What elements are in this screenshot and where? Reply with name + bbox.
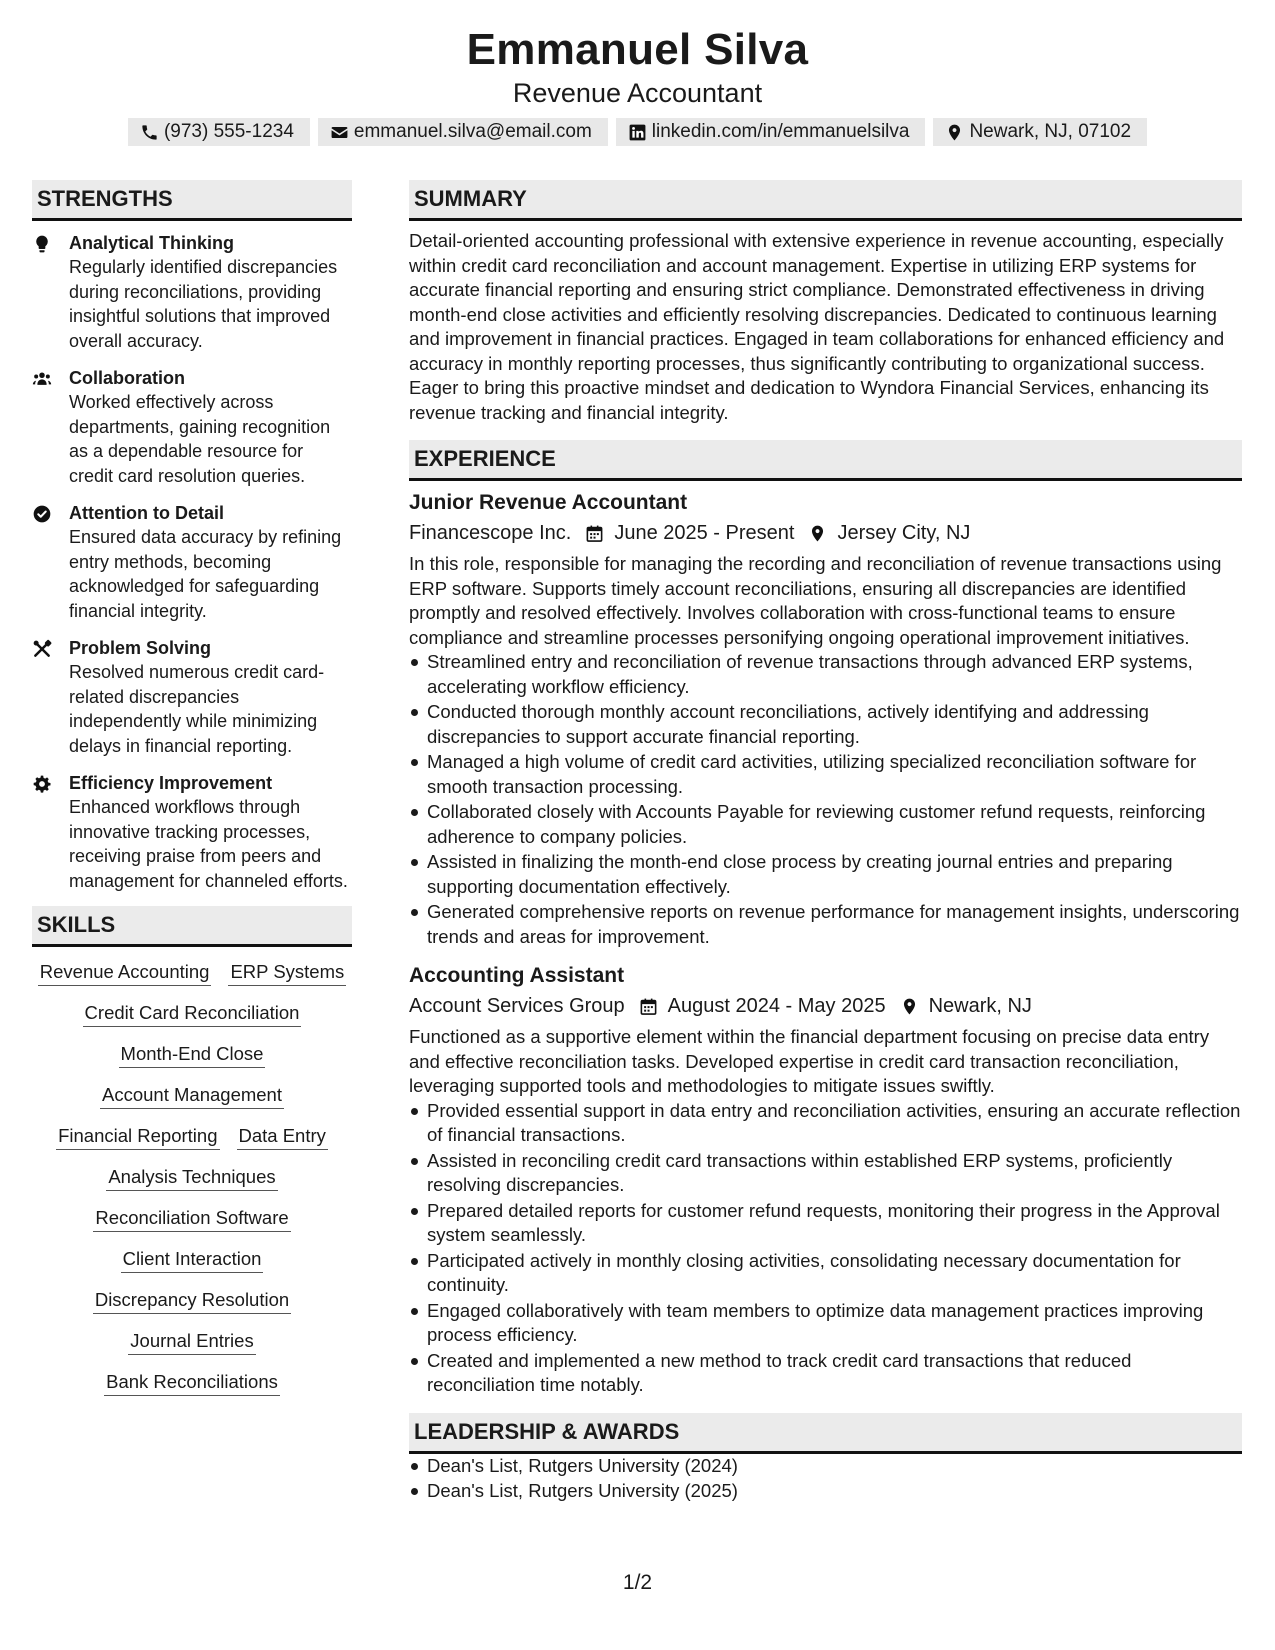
list-item: Provided essential support in data entry and reconciliation activities, ensuring an accurate reflection of financial transactions. <box>409 1099 1242 1148</box>
skill-tag: Bank Reconciliations <box>104 1369 280 1396</box>
left-column <box>32 180 352 1396</box>
skill-row <box>38 959 347 986</box>
list-item: Engaged collaboratively with team members to optimize data management practices improving process efficiency. <box>409 1299 1242 1348</box>
skill-tag: Revenue Accounting <box>38 959 212 986</box>
calendar-icon <box>639 997 658 1016</box>
summary-text: Detail-oriented accounting professional with extensive experience in revenue accounting, especially within credit card reconciliation and account management. Expertise in utilizing ERP systems for accurate financial reporting and ensuring strict compliance. Demonstrated effectiveness in driving month-end close activities and efficiently resolving discrepancies. Dedicated to continuous learning and improvement in financial practices. Engaged in team collaborations for enhanced efficiency and accuracy in monthly reporting processes, thus significantly contributing to organizational success. Eager to bring this proactive mindset and dedication to Wyndora Financial Services, enhancing its revenue tracking and financial integrity. <box>409 230 1225 423</box>
list-item: Assisted in reconciling credit card transactions within established ERP systems, proficiently resolving discrepancies. <box>409 1149 1242 1198</box>
job-company: Account Services Group <box>409 995 625 1017</box>
contact-bar <box>0 118 1275 146</box>
job-description: In this role, responsible for managing the recording and reconciliation of revenue transactions using ERP software. Supports timely account reconciliations, ensuring all discrepancies are identified promptly and resolved effectively. Involves collaboration with cross-functional teams to ensure compliance and streamline processes personifying ongoing operational improvement initiatives. <box>409 553 1222 648</box>
strength-item <box>32 636 352 758</box>
job-title: Revenue Accountant <box>512 78 763 108</box>
map-pin-icon <box>808 524 827 543</box>
strengths-list <box>32 231 352 893</box>
strength-title: Collaboration <box>69 368 185 388</box>
skill-tag: Client Interaction <box>121 1246 264 1273</box>
skill-tag: Credit Card Reconciliation <box>83 1000 302 1027</box>
map-pin-icon <box>900 997 919 1016</box>
skill-row <box>93 1205 290 1232</box>
job-location: Newark, NJ <box>928 995 1032 1017</box>
job-position: Accounting Assistant <box>409 964 625 987</box>
experience-heading: EXPERIENCE <box>409 440 1242 481</box>
skill-tag: Financial Reporting <box>56 1123 219 1150</box>
job-location: Jersey City, NJ <box>837 522 971 544</box>
users-icon <box>32 366 69 488</box>
list-item: Prepared detailed reports for customer refund requests, monitoring their progress in the Approval system seamlessly. <box>409 1199 1242 1248</box>
skill-row <box>56 1123 328 1150</box>
strength-title: Problem Solving <box>69 638 212 658</box>
skill-row <box>83 1000 302 1027</box>
job-dates: August 2024 - May 2025 <box>667 995 886 1017</box>
job-dates: June 2025 - Present <box>614 522 795 544</box>
resume-header <box>0 0 1275 146</box>
list-item: Assisted in finalizing the month-end close process by creating journal entries and preparing supporting documentation effectively. <box>409 850 1242 899</box>
skill-row <box>93 1287 291 1314</box>
list-item: Conducted thorough monthly account reconciliations, actively identifying and addressing discrepancies to support accurate financial reporting. <box>409 700 1242 749</box>
skill-row <box>104 1369 280 1396</box>
skill-row <box>128 1328 255 1355</box>
list-item: Managed a high volume of credit card activities, utilizing specialized reconciliation software for smooth transaction processing. <box>409 750 1242 799</box>
job-meta <box>409 991 1242 1021</box>
strength-description: Worked effectively across departments, gaining recognition as a dependable resource for credit card resolution queries. <box>69 392 331 486</box>
contact-phone[interactable] <box>128 118 310 146</box>
skill-row <box>121 1246 264 1273</box>
skill-tag: Account Management <box>100 1082 284 1109</box>
phone-icon <box>140 123 159 142</box>
list-item: Collaborated closely with Accounts Payable for reviewing customer refund requests, reinforcing adherence to company policies. <box>409 800 1242 849</box>
page-number: 1/2 <box>622 1571 653 1594</box>
skill-row <box>100 1082 284 1109</box>
summary-heading: SUMMARY <box>409 180 1242 221</box>
contact-phone-text: (973) 555-1234 <box>163 121 294 142</box>
skill-tag: ERP Systems <box>228 959 346 986</box>
calendar-icon <box>585 524 604 543</box>
job-description: Functioned as a supportive element within the financial department focusing on precise data entry and effective reconciliation tasks. Developed expertise in credit card transaction reconciliation, leveraging supported tools and methodologies to mitigate issues swiftly. <box>409 1026 1210 1096</box>
job-meta <box>409 518 1242 548</box>
skill-row <box>119 1041 266 1068</box>
awards-list <box>409 1454 1242 1504</box>
contact-location-text: Newark, NJ, 07102 <box>969 121 1132 142</box>
candidate-name: Emmanuel Silva <box>466 25 809 74</box>
strengths-heading: STRENGTHS <box>32 180 352 221</box>
skill-row <box>106 1164 277 1191</box>
skill-tag: Discrepancy Resolution <box>93 1287 291 1314</box>
skill-tag: Reconciliation Software <box>93 1205 290 1232</box>
contact-linkedin-text: linkedin.com/in/emmanuelsilva <box>651 121 910 142</box>
lightbulb-icon <box>32 231 69 353</box>
check-circle-icon <box>32 501 69 623</box>
list-item: Participated actively in monthly closing activities, consolidating necessary documentation for continuity. <box>409 1249 1242 1298</box>
skills-list <box>32 959 352 1396</box>
right-column <box>409 180 1242 1505</box>
list-item: Streamlined entry and reconciliation of revenue transactions through advanced ERP systems, accelerating workflow efficiency. <box>409 650 1242 699</box>
skill-tag: Month-End Close <box>119 1041 266 1068</box>
strength-item <box>32 366 352 488</box>
list-item: Created and implemented a new method to track credit card transactions that reduced reconciliation time notably. <box>409 1349 1242 1398</box>
job-entry <box>409 961 1242 1398</box>
list-item: Generated comprehensive reports on revenue performance for management insights, underscoring trends and areas for improvement. <box>409 900 1242 949</box>
tools-icon <box>32 636 69 758</box>
job-company: Financescope Inc. <box>409 522 572 544</box>
strength-description: Enhanced workflows through innovative tracking processes, receiving praise from peers and management for channeled efforts. <box>69 797 348 891</box>
skill-tag: Analysis Techniques <box>106 1164 277 1191</box>
list-item: Dean's List, Rutgers University (2025) <box>409 1479 1242 1504</box>
contact-email[interactable] <box>318 118 608 146</box>
list-item: Dean's List, Rutgers University (2024) <box>409 1454 1242 1479</box>
job-position: Junior Revenue Accountant <box>409 491 688 514</box>
strength-title: Attention to Detail <box>69 503 224 523</box>
awards-heading: LEADERSHIP & AWARDS <box>409 1413 1242 1454</box>
linkedin-icon <box>628 123 647 142</box>
gear-icon <box>32 771 69 893</box>
strength-description: Regularly identified discrepancies during reconciliations, providing insightful solutions that improved overall accuracy. <box>69 257 338 351</box>
skill-tag: Journal Entries <box>128 1328 255 1355</box>
strength-item <box>32 231 352 353</box>
skills-heading: SKILLS <box>32 906 352 947</box>
strength-item <box>32 771 352 893</box>
strength-item <box>32 501 352 623</box>
contact-email-text: emmanuel.silva@email.com <box>353 121 592 142</box>
strength-title: Analytical Thinking <box>69 233 235 253</box>
envelope-icon <box>330 123 349 142</box>
skill-tag: Data Entry <box>237 1123 328 1150</box>
job-bullets <box>409 1099 1242 1398</box>
map-pin-icon <box>945 123 964 142</box>
contact-linkedin[interactable] <box>616 118 926 146</box>
contact-location <box>933 118 1147 146</box>
job-entry <box>409 488 1242 949</box>
strength-title: Efficiency Improvement <box>69 773 273 793</box>
job-bullets <box>409 650 1242 949</box>
strength-description: Ensured data accuracy by refining entry methods, becoming acknowledged for safeguarding financial integrity. <box>69 527 342 621</box>
strength-description: Resolved numerous credit card-related discrepancies independently while minimizing delays in financial reporting. <box>69 662 325 756</box>
